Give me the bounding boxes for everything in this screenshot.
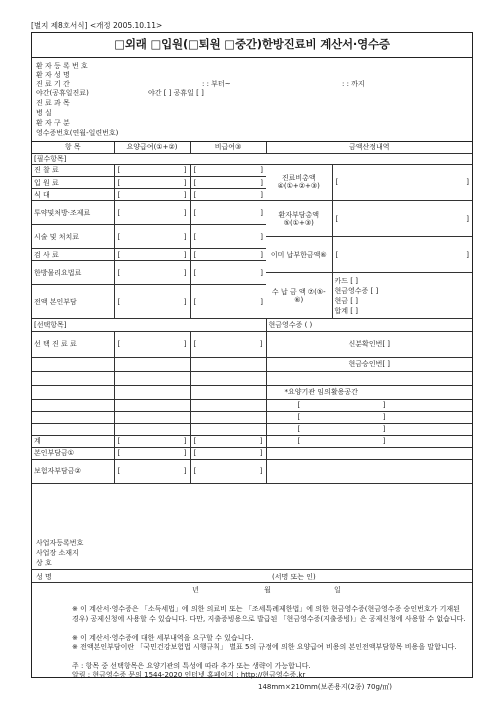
col-uninsured: 비급여③ — [190, 142, 266, 153]
col-insured: 요양급여(①+②) — [114, 142, 190, 153]
biz-name: 상 호 — [36, 559, 52, 567]
col-item: 항 목 — [32, 142, 114, 153]
receipt-no-label: 영수증번호(연월-일련번호) — [36, 129, 119, 137]
copay-label: 환자부담총액 ⑤(①+③) — [266, 201, 332, 237]
col-detail: 금액산정내역 — [266, 142, 472, 153]
patient-info — [32, 58, 472, 142]
fee-body — [32, 165, 472, 320]
receipt-form — [31, 32, 473, 678]
item-selective: 선 택 진 료 료 — [32, 331, 114, 357]
fee-summary: 진료비총액 ④(①+②+③) [ ] 환자부담총액 ⑤(①+③) [ ] 이미 납부한금액⑥ [ ] 수 납 금 액 ⑦(⑤-⑥) 카드 [ ] 현금영수증 [ ] 현금 [ ] 합계 [ ] — [266, 165, 472, 320]
period-from: : : 부터~ — [202, 80, 231, 88]
biz-reg-no: 사업자등록번호 — [36, 539, 84, 547]
date-month: 월 — [264, 586, 271, 594]
biz-address: 사업장 소재지 — [36, 549, 79, 557]
item-meal: 식 대 — [32, 189, 114, 201]
period-label: 진 료 기 간 — [36, 80, 70, 88]
prepaid-label: 이미 납부한금액⑥ — [266, 237, 332, 273]
item-exam: 검 사 료 — [32, 249, 114, 261]
item-full-copay: 전액 본인부담 — [32, 285, 114, 319]
pay-cash-receipt: 현금영수증 [ ] — [334, 286, 379, 295]
item-physio: 한방물리요법료 — [32, 261, 114, 285]
patient-share: 본인부담금① — [32, 447, 114, 459]
signature-label: (서명 또는 인) — [272, 573, 316, 581]
org-info — [32, 535, 472, 570]
item-consult: 진 찰 료 — [32, 165, 114, 177]
total-sum: 계 — [32, 435, 114, 447]
ward-label: 병 실 — [36, 109, 52, 117]
note-4: 주 : 항목 중 선택항목은 요양기관의 특성에 따라 추가 또는 생략이 가능합니다. — [72, 662, 311, 670]
form-title: □외래 □입원(□퇴원 □중간)한방진료비 계산서·영수증 — [32, 33, 472, 58]
rep-row — [32, 570, 472, 583]
mandatory-heading: [필수항목] — [32, 153, 472, 164]
optional-heading: [선택항목] — [32, 319, 266, 331]
item-admission: 입 원 료 — [32, 177, 114, 189]
note-1: ※ 이 계산서·영수증은 「소득세법」에 의한 의료비 또는 「조세특례제한법」에 의한 현금영수증(현금영수증 승인번호가 기재된 경우) 공제신청에 사용할 수 있습니다. 다만, 지출증빙용으로 발급된 「현금영수증(지출증빙)」은 공제신청에 사용할 수 없습니다. — [72, 605, 466, 623]
id-confirm: 신분확인번[ ] — [266, 331, 472, 357]
cash-approval: 현금승인번[ ] — [266, 357, 472, 371]
cash-receipt: 현금영수증 ( ) — [266, 319, 472, 331]
night-holiday-fields: 야간 [ ] 공휴일 [ ] — [148, 89, 204, 97]
date-row — [32, 583, 472, 595]
optional-table: [선택항목] 현금영수증 ( ) 선 택 진 료 료 [ ] [ ] 신분확인번[ ] 현금승인번[ ] *요양기관 임의활용공간 [ ] [ ] [ ] 계 [ ] [ ] [ ] 본인부담금① [ ] [ ] 보험자부담금② [ ] [ ] — [32, 319, 472, 484]
period-to: : : 까지 — [342, 80, 365, 88]
free-space-label: *요양기관 임의활용공간 — [266, 385, 472, 399]
dept-label: 진 료 과 목 — [36, 99, 70, 107]
rep-label: 성 명 — [36, 573, 52, 581]
insurer-share: 보험자부담금② — [32, 459, 114, 483]
pay-cash: 현금 [ ] — [334, 296, 358, 305]
total-label: 진료비총액 ④(①+②+③) — [266, 165, 332, 201]
date-day: 일 — [334, 586, 341, 594]
item-medication: 투약및처방·조제료 — [32, 201, 114, 225]
item-procedure: 시술 및 처치료 — [32, 225, 114, 249]
pay-card: 카드 [ ] — [334, 276, 358, 285]
patient-type-label: 환 자 구 분 — [36, 119, 70, 127]
paper-spec: 148mm×210mm(보존용지(2종) 70g/㎡) — [258, 683, 392, 691]
fee-items: 진 찰 료 [ ] [ ] 입 원 료 [ ] [ ] 식 대 [ ] [ ] 투약및처방·조제료 [ ] [ ] 시술 및 처치료 [ ] [ ] 검 사 료 [ ] [ ] 한방물리요법료 [ ] [ ] 전액 본인부담 [ ] [ ] — [32, 165, 266, 320]
note-2: ※ 이 계산서·영수증에 대한 세부내역을 요구할 수 있습니다. — [72, 634, 254, 642]
note-3: ※ 전액본인부담이란 「국민건강보험법 시행규칙」 별표 5의 규정에 의한 요양급여 비용의 본인전액부담항목 비용을 말합니다. — [72, 643, 457, 651]
due-label: 수 납 금 액 ⑦(⑤-⑥) — [266, 273, 332, 319]
patient-name-label: 환 자 성 명 — [36, 71, 70, 79]
form-header: [별지 제8호서식] <개정 2005.10.11> — [31, 21, 163, 30]
note-5: 알림 : 현금영수증 문의 1544-2020 인터넷 홈페이지 : http://현금영수증.kr — [72, 671, 306, 679]
fee-table — [32, 142, 472, 165]
date-year: 년 — [192, 586, 199, 594]
patient-no-label: 환 자 등 록 번 호 — [36, 62, 88, 70]
night-label: 야간(공휴일진료) — [36, 89, 89, 97]
pay-total: 합계 [ ] — [334, 306, 358, 315]
